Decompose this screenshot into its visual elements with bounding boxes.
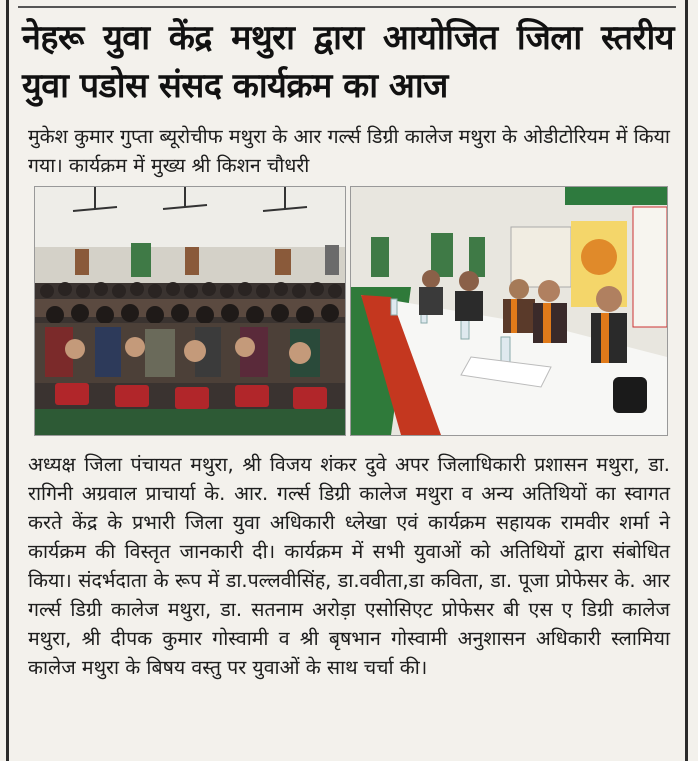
headline: नेहरू युवा केंद्र मथुरा द्वारा आयोजित जिला स्तरीय युवा पडोस संसद कार्यक्रम का आज	[22, 18, 674, 106]
body-paragraph: अध्यक्ष जिला पंचायत मथुरा, श्री विजय शंकर दुवे अपर जिलाधिकारी प्रशासन मथुरा, डा. रागिनी अग्रवाल प्राचार्या के. आर. गर्ल्स डिग्री कालेज मथुरा व अन्य अतिथियों का स्वागत करते केंद्र के प्रभारी जिला युवा अधिकारी ध्लेखा एवं कार्यक्रम सहायक रामवीर शर्मा ने कार्यक्रम की विस्तृत जानकारी दी। कार्यक्रम में सभी युवाओं को अतिथियों द्वारा संबोधित किया। संदर्भदाता के रूप में डा.पल्लवीसिंह, डा.ववीता,डा कविता, डा. पूजा प्रोफेसर के. आर गर्ल्स डिग्री कालेज मथुरा, डा. सतनाम अरोड़ा एसोसिएट प्रोफेसर बी एस ए डिग्री कालेज मथुरा, श्री दीपक कुमार गोस्वामी व श्री बृषभान गोस्वामी अनुशासन अधिकारी स्लामिया कालेज मथुरा के बिषय वस्तु पर युवाओं के साथ चर्चा की।	[28, 453, 670, 679]
top-rule	[18, 0, 676, 8]
stage-photo-graphic	[351, 187, 667, 435]
intro-paragraph: मुकेश कुमार गुप्ता ब्यूरोचीफ मथुरा के आर गर्ल्स डिग्री कालेज मथुरा के ओडीटोरियम में किया गया। कार्यक्रम में मुख्य श्री किशन चौधरी	[28, 125, 670, 177]
photo-stage	[350, 186, 668, 436]
audience-photo-graphic	[35, 187, 345, 435]
photo-audience	[34, 186, 346, 436]
